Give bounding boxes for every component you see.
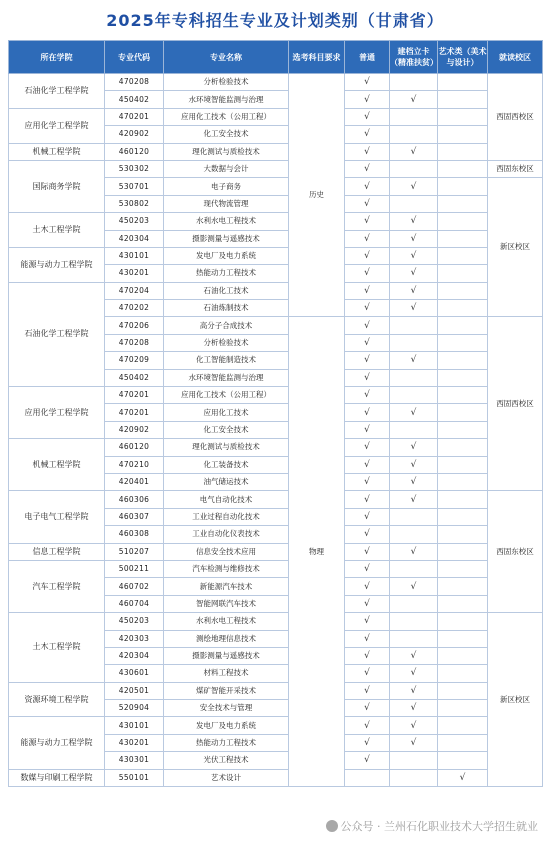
major-name-cell: 分析检验技术 (164, 74, 289, 91)
art-plan-cell (438, 508, 488, 525)
college-cell: 石油化学工程学院 (9, 74, 105, 109)
general-plan-cell: √ (345, 595, 390, 612)
special-plan-cell: √ (390, 213, 438, 230)
major-code-cell: 520904 (105, 700, 164, 717)
college-cell: 土木工程学院 (9, 613, 105, 683)
general-plan-cell: √ (345, 543, 390, 560)
college-cell: 能源与动力工程学院 (9, 717, 105, 769)
major-name-cell: 大数据与会计 (164, 160, 289, 177)
major-name-cell: 电气自动化技术 (164, 491, 289, 508)
major-code-cell: 420902 (105, 421, 164, 438)
major-code-cell: 420304 (105, 647, 164, 664)
major-code-cell: 510207 (105, 543, 164, 560)
major-code-cell: 470204 (105, 282, 164, 299)
table-row (9, 491, 543, 508)
general-plan-cell: √ (345, 613, 390, 630)
major-code-cell: 420501 (105, 682, 164, 699)
special-plan-cell (390, 752, 438, 769)
major-code-cell: 420304 (105, 230, 164, 247)
college-cell: 电子电气工程学院 (9, 491, 105, 543)
special-plan-cell (390, 387, 438, 404)
general-plan-cell: √ (345, 508, 390, 525)
special-plan-cell (390, 369, 438, 386)
major-code-cell: 460120 (105, 143, 164, 160)
major-code-cell: 460308 (105, 526, 164, 543)
art-plan-cell (438, 630, 488, 647)
special-plan-cell: √ (390, 178, 438, 195)
general-plan-cell: √ (345, 387, 390, 404)
major-name-cell: 信息安全技术应用 (164, 543, 289, 560)
major-code-cell: 500211 (105, 560, 164, 577)
general-plan-cell: √ (345, 282, 390, 299)
major-code-cell: 470201 (105, 387, 164, 404)
special-plan-cell (390, 160, 438, 177)
major-name-cell: 理化测试与质检技术 (164, 439, 289, 456)
subject-requirement-cell: 物理 (289, 317, 345, 787)
general-plan-cell: √ (345, 247, 390, 264)
general-plan-cell: √ (345, 213, 390, 230)
special-plan-cell: √ (390, 700, 438, 717)
campus-cell: 新区校区 (488, 178, 543, 317)
college-cell: 数媒与印刷工程学院 (9, 769, 105, 786)
art-plan-cell (438, 665, 488, 682)
art-plan-cell (438, 439, 488, 456)
major-name-cell: 发电厂及电力系统 (164, 247, 289, 264)
special-plan-cell: √ (390, 543, 438, 560)
art-plan-cell (438, 126, 488, 143)
major-code-cell: 430201 (105, 265, 164, 282)
major-name-cell: 化工安全技术 (164, 421, 289, 438)
major-name-cell: 汽车检测与维修技术 (164, 560, 289, 577)
general-plan-cell: √ (345, 195, 390, 212)
table-row (9, 769, 543, 786)
college-cell: 应用化学工程学院 (9, 387, 105, 439)
art-plan-cell (438, 143, 488, 160)
art-plan-cell (438, 595, 488, 612)
table-row (9, 282, 543, 299)
art-plan-cell (438, 160, 488, 177)
general-plan-cell: √ (345, 456, 390, 473)
wechat-icon (326, 820, 338, 832)
special-plan-cell (390, 595, 438, 612)
major-code-cell: 470201 (105, 404, 164, 421)
art-plan-cell (438, 421, 488, 438)
table-row (9, 387, 543, 404)
major-code-cell: 430601 (105, 665, 164, 682)
major-code-cell: 450203 (105, 613, 164, 630)
table-row (9, 247, 543, 264)
general-plan-cell: √ (345, 317, 390, 334)
special-plan-cell: √ (390, 247, 438, 264)
major-name-cell: 高分子合成技术 (164, 317, 289, 334)
header-campus: 就读校区 (488, 41, 543, 74)
major-code-cell: 430101 (105, 717, 164, 734)
major-name-cell: 水环境智能监测与治理 (164, 91, 289, 108)
art-plan-cell (438, 473, 488, 490)
general-plan-cell: √ (345, 108, 390, 125)
major-name-cell: 化工安全技术 (164, 126, 289, 143)
campus-cell: 西固西校区 (488, 317, 543, 491)
special-plan-cell (390, 421, 438, 438)
major-name-cell: 光伏工程技术 (164, 752, 289, 769)
major-code-cell: 470208 (105, 334, 164, 351)
major-code-cell: 460702 (105, 578, 164, 595)
general-plan-cell: √ (345, 126, 390, 143)
major-code-cell: 470206 (105, 317, 164, 334)
college-cell: 机械工程学院 (9, 143, 105, 160)
general-plan-cell: √ (345, 734, 390, 751)
art-plan-cell (438, 300, 488, 317)
table-row (9, 160, 543, 177)
art-plan-cell (438, 265, 488, 282)
special-plan-cell: √ (390, 682, 438, 699)
special-plan-cell: √ (390, 404, 438, 421)
table-row (9, 143, 543, 160)
art-plan-cell (438, 543, 488, 560)
college-cell: 能源与动力工程学院 (9, 247, 105, 282)
general-plan-cell: √ (345, 473, 390, 490)
general-plan-cell: √ (345, 578, 390, 595)
art-plan-cell (438, 578, 488, 595)
special-plan-cell (390, 74, 438, 91)
admission-plan-table (8, 40, 543, 787)
art-plan-cell (438, 282, 488, 299)
major-name-cell: 分析检验技术 (164, 334, 289, 351)
special-plan-cell: √ (390, 734, 438, 751)
table-row (9, 682, 543, 699)
art-plan-cell (438, 178, 488, 195)
campus-cell: 西固东校区 (488, 160, 543, 177)
general-plan-cell: √ (345, 752, 390, 769)
major-code-cell: 460306 (105, 491, 164, 508)
art-plan-cell (438, 230, 488, 247)
general-plan-cell: √ (345, 369, 390, 386)
special-plan-cell: √ (390, 456, 438, 473)
major-code-cell: 420902 (105, 126, 164, 143)
college-cell: 国际商务学院 (9, 160, 105, 212)
art-plan-cell (438, 247, 488, 264)
general-plan-cell: √ (345, 230, 390, 247)
major-name-cell: 化工装备技术 (164, 456, 289, 473)
major-name-cell: 水利水电工程技术 (164, 613, 289, 630)
special-plan-cell (390, 334, 438, 351)
table-body (9, 74, 543, 787)
special-plan-cell: √ (390, 352, 438, 369)
major-code-cell: 420401 (105, 473, 164, 490)
major-name-cell: 艺术设计 (164, 769, 289, 786)
campus-cell: 新区校区 (488, 613, 543, 787)
art-plan-cell (438, 369, 488, 386)
general-plan-cell: √ (345, 404, 390, 421)
major-code-cell: 460307 (105, 508, 164, 525)
special-plan-cell (390, 613, 438, 630)
major-code-cell: 450402 (105, 91, 164, 108)
college-cell: 资源环境工程学院 (9, 682, 105, 717)
special-plan-cell: √ (390, 665, 438, 682)
major-code-cell: 470210 (105, 456, 164, 473)
header-special: 建档立卡（精准扶贫） (390, 41, 438, 74)
art-plan-cell (438, 752, 488, 769)
major-name-cell: 煤矿智能开采技术 (164, 682, 289, 699)
major-code-cell: 460120 (105, 439, 164, 456)
major-name-cell: 热能动力工程技术 (164, 265, 289, 282)
art-plan-cell (438, 74, 488, 91)
special-plan-cell: √ (390, 300, 438, 317)
major-code-cell: 530802 (105, 195, 164, 212)
general-plan-cell: √ (345, 265, 390, 282)
art-plan-cell (438, 647, 488, 664)
special-plan-cell: √ (390, 230, 438, 247)
special-plan-cell (390, 526, 438, 543)
special-plan-cell (390, 769, 438, 786)
special-plan-cell (390, 630, 438, 647)
major-name-cell: 发电厂及电力系统 (164, 717, 289, 734)
special-plan-cell: √ (390, 265, 438, 282)
special-plan-cell: √ (390, 143, 438, 160)
general-plan-cell: √ (345, 352, 390, 369)
art-plan-cell (438, 91, 488, 108)
major-code-cell: 530302 (105, 160, 164, 177)
special-plan-cell: √ (390, 647, 438, 664)
general-plan-cell: √ (345, 526, 390, 543)
special-plan-cell: √ (390, 439, 438, 456)
watermark (326, 818, 539, 834)
general-plan-cell: √ (345, 74, 390, 91)
special-plan-cell (390, 508, 438, 525)
major-code-cell: 530701 (105, 178, 164, 195)
general-plan-cell: √ (345, 91, 390, 108)
college-cell: 信息工程学院 (9, 543, 105, 560)
table-header-row (9, 41, 543, 74)
major-name-cell: 测绘地理信息技术 (164, 630, 289, 647)
major-name-cell: 智能网联汽车技术 (164, 595, 289, 612)
page-title: 2025年专科招生专业及计划类别（甘肃省） (106, 11, 444, 30)
header-art: 艺术类（美术与设计） (438, 41, 488, 74)
major-name-cell: 摄影测量与遥感技术 (164, 647, 289, 664)
major-name-cell: 油气储运技术 (164, 473, 289, 490)
header-subject: 选考科目要求 (289, 41, 345, 74)
table-row (9, 213, 543, 230)
special-plan-cell (390, 560, 438, 577)
table-row (9, 717, 543, 734)
general-plan-cell: √ (345, 143, 390, 160)
general-plan-cell: √ (345, 700, 390, 717)
table-row (9, 439, 543, 456)
special-plan-cell (390, 126, 438, 143)
major-name-cell: 新能源汽车技术 (164, 578, 289, 595)
major-name-cell: 热能动力工程技术 (164, 734, 289, 751)
major-name-cell: 工业过程自动化技术 (164, 508, 289, 525)
general-plan-cell: √ (345, 682, 390, 699)
campus-cell: 西固东校区 (488, 491, 543, 613)
general-plan-cell: √ (345, 560, 390, 577)
art-plan-cell (438, 456, 488, 473)
general-plan-cell: √ (345, 491, 390, 508)
major-code-cell: 430301 (105, 752, 164, 769)
general-plan-cell: √ (345, 334, 390, 351)
art-plan-cell (438, 560, 488, 577)
art-plan-cell (438, 717, 488, 734)
college-cell: 石油化学工程学院 (9, 282, 105, 386)
special-plan-cell: √ (390, 91, 438, 108)
major-name-cell: 安全技术与管理 (164, 700, 289, 717)
subject-requirement-cell: 历史 (289, 74, 345, 317)
header-major: 专业名称 (164, 41, 289, 74)
college-cell: 应用化学工程学院 (9, 108, 105, 143)
table-row (9, 74, 543, 91)
major-name-cell: 石油化工技术 (164, 282, 289, 299)
general-plan-cell (345, 769, 390, 786)
special-plan-cell: √ (390, 282, 438, 299)
special-plan-cell: √ (390, 473, 438, 490)
art-plan-cell (438, 734, 488, 751)
major-name-cell: 应用化工技术 (164, 404, 289, 421)
special-plan-cell: √ (390, 491, 438, 508)
college-cell: 土木工程学院 (9, 213, 105, 248)
major-name-cell: 水利水电工程技术 (164, 213, 289, 230)
major-code-cell: 450203 (105, 213, 164, 230)
special-plan-cell (390, 195, 438, 212)
major-code-cell: 420303 (105, 630, 164, 647)
major-name-cell: 理化测试与质检技术 (164, 143, 289, 160)
art-plan-cell (438, 317, 488, 334)
major-code-cell: 450402 (105, 369, 164, 386)
table-row (9, 613, 543, 630)
general-plan-cell: √ (345, 178, 390, 195)
college-cell: 机械工程学院 (9, 439, 105, 491)
header-code: 专业代码 (105, 41, 164, 74)
major-code-cell: 470208 (105, 74, 164, 91)
art-plan-cell (438, 526, 488, 543)
art-plan-cell (438, 213, 488, 230)
major-name-cell: 电子商务 (164, 178, 289, 195)
general-plan-cell: √ (345, 300, 390, 317)
major-code-cell: 550101 (105, 769, 164, 786)
major-name-cell: 应用化工技术（公用工程） (164, 387, 289, 404)
major-name-cell: 材料工程技术 (164, 665, 289, 682)
art-plan-cell (438, 682, 488, 699)
major-name-cell: 化工智能制造技术 (164, 352, 289, 369)
art-plan-cell (438, 195, 488, 212)
general-plan-cell: √ (345, 630, 390, 647)
major-code-cell: 470209 (105, 352, 164, 369)
art-plan-cell (438, 387, 488, 404)
art-plan-cell (438, 352, 488, 369)
general-plan-cell: √ (345, 439, 390, 456)
watermark-text: 公众号 · 兰州石化职业技术大学招生就业 (340, 820, 538, 833)
major-code-cell: 470201 (105, 108, 164, 125)
art-plan-cell (438, 404, 488, 421)
art-plan-cell (438, 491, 488, 508)
major-code-cell: 430201 (105, 734, 164, 751)
art-plan-cell (438, 700, 488, 717)
header-general: 普通 (345, 41, 390, 74)
major-name-cell: 应用化工技术（公用工程） (164, 108, 289, 125)
major-code-cell: 460704 (105, 595, 164, 612)
major-name-cell: 摄影测量与遥感技术 (164, 230, 289, 247)
general-plan-cell: √ (345, 160, 390, 177)
major-code-cell: 430101 (105, 247, 164, 264)
major-name-cell: 工业自动化仪表技术 (164, 526, 289, 543)
special-plan-cell: √ (390, 717, 438, 734)
table-row (9, 560, 543, 577)
general-plan-cell: √ (345, 717, 390, 734)
general-plan-cell: √ (345, 647, 390, 664)
art-plan-cell (438, 613, 488, 630)
major-name-cell: 现代物流管理 (164, 195, 289, 212)
major-code-cell: 470202 (105, 300, 164, 317)
admission-plan-table-wrapper (8, 40, 542, 787)
major-name-cell: 石油炼制技术 (164, 300, 289, 317)
general-plan-cell: √ (345, 421, 390, 438)
table-row (9, 543, 543, 560)
table-row (9, 108, 543, 125)
campus-cell: 西固西校区 (488, 74, 543, 161)
special-plan-cell: √ (390, 578, 438, 595)
major-name-cell: 水环境智能监测与治理 (164, 369, 289, 386)
header-college: 所在学院 (9, 41, 105, 74)
art-plan-cell: √ (438, 769, 488, 786)
art-plan-cell (438, 334, 488, 351)
general-plan-cell: √ (345, 665, 390, 682)
special-plan-cell (390, 108, 438, 125)
art-plan-cell (438, 108, 488, 125)
special-plan-cell (390, 317, 438, 334)
college-cell: 汽车工程学院 (9, 560, 105, 612)
